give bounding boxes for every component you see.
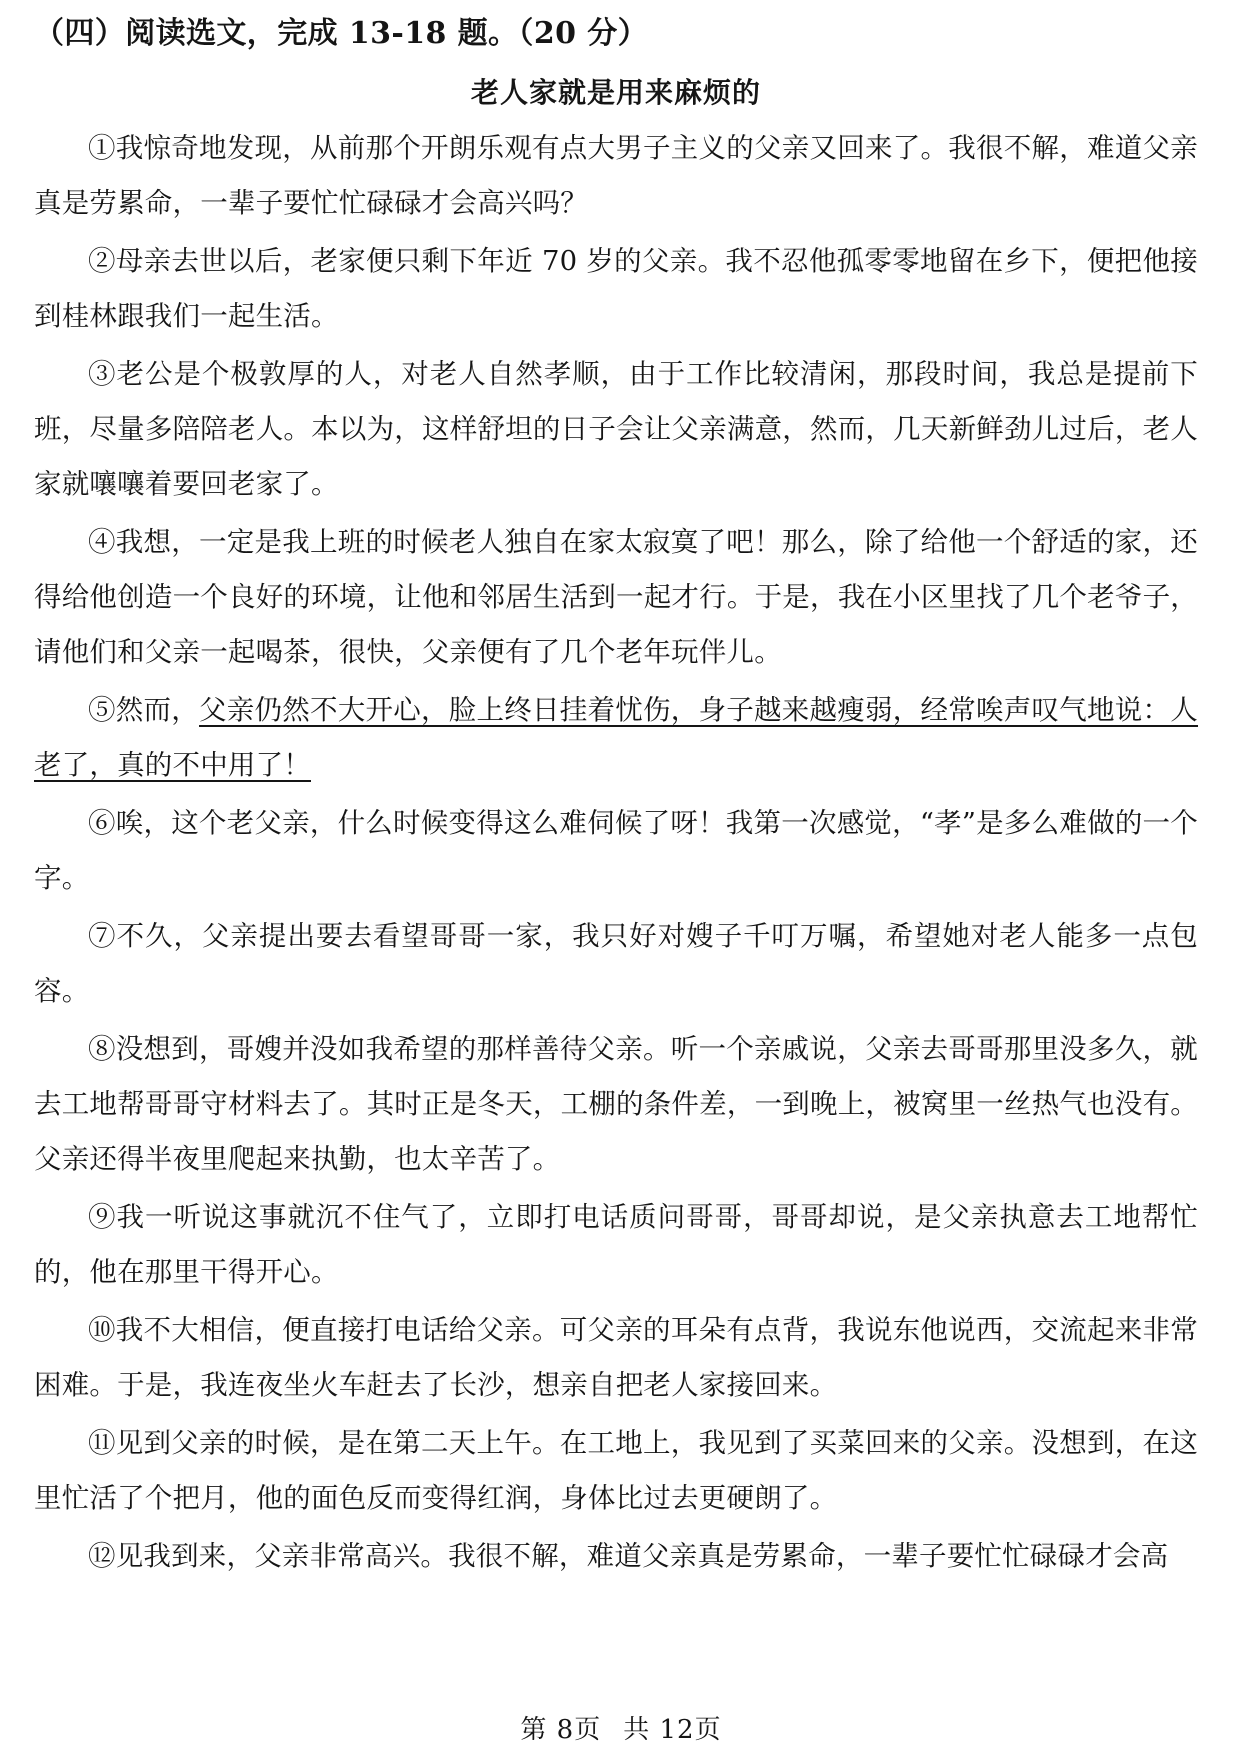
paragraph-marker-7: ⑦ xyxy=(88,919,117,952)
paragraph-10 xyxy=(34,1303,1198,1413)
paragraph-text-11: 见到父亲的时候，是在第二天上午。在工地上，我见到了买菜回来的父亲。没想到，在这里忙活了个把月，他的面色反而变得红润，身体比过去更硬朗了。 xyxy=(34,1426,1199,1514)
article-title: 老人家就是用来麻烦的 xyxy=(470,75,761,109)
paragraph-text-7: 不久，父亲提出要去看望哥哥一家，我只好对嫂子千叮万嘱，希望她对老人能多一点包容。 xyxy=(34,919,1198,1007)
paragraph-5-underlined-text: 父亲仍然不大开心，脸上终日挂着忧伤，身子越来越瘦弱，经常唉声叹气地说：人老了，真的不中用了！ xyxy=(34,693,1199,781)
paragraph-1 xyxy=(34,121,1198,231)
paragraph-text-4: 我想，一定是我上班的时候老人独自在家太寂寞了吧！那么，除了给他一个舒适的家，还得给他创造一个良好的环境，让他和邻居生活到一起才行。于是，我在小区里找了几个老爷子，请他们和父亲一起喝茶，很快，父亲便有了几个老年玩伴儿。 xyxy=(34,525,1199,668)
paragraph-4 xyxy=(34,515,1198,680)
paragraph-marker-2: ② xyxy=(88,244,116,277)
paragraph-marker-5: ⑤ xyxy=(88,693,116,726)
paragraph-11 xyxy=(34,1416,1198,1526)
page-footer xyxy=(0,1709,1242,1746)
paragraph-text-12: 见我到来，父亲非常高兴。我很不解，难道父亲真是劳累命，一辈子要忙忙碌碌才会高 xyxy=(115,1539,1169,1572)
paragraph-marker-6: ⑥ xyxy=(88,806,116,839)
paragraph-text-3: 老公是个极敦厚的人，对老人自然孝顺，由于工作比较清闲，那段时间，我总是提前下班，尽量多陪陪老人。本以为，这样舒坦的日子会让父亲满意，然而，几天新鲜劲儿过后，老人家就嚷嚷着要回老家了。 xyxy=(34,357,1198,500)
paragraph-text-10: 我不大相信，便直接打电话给父亲。可父亲的耳朵有点背，我说东他说西，交流起来非常困难。于是，我连夜坐火车赶去了长沙，想亲自把老人家接回来。 xyxy=(34,1313,1199,1401)
current-page-label: 第 8页 xyxy=(520,1715,602,1745)
passage-body xyxy=(34,121,1198,1584)
paragraph-text-9: 我一听说这事就沉不住气了，立即打电话质问哥哥，哥哥却说，是父亲执意去工地帮忙的，他在那里干得开心。 xyxy=(34,1200,1198,1288)
paragraph-9 xyxy=(34,1190,1198,1300)
paragraph-6 xyxy=(34,796,1198,906)
paragraph-text-6: 唉，这个老父亲，什么时候变得这么难伺候了呀！我第一次感觉，“孝”是多么难做的一个字。 xyxy=(34,806,1198,894)
paragraph-marker-9: ⑨ xyxy=(88,1200,117,1233)
total-pages-label: 共 12页 xyxy=(623,1715,722,1745)
paragraph-text-2: 母亲去世以后，老家便只剩下年近 70 岁的父亲。我不忍他孤零零地留在乡下，便把他接到桂林跟我们一起生活。 xyxy=(34,244,1198,332)
paragraph-12 xyxy=(34,1529,1198,1584)
paragraph-2 xyxy=(34,234,1198,344)
paragraph-8 xyxy=(34,1022,1198,1187)
section-heading: （四）阅读选文，完成 13-18 题。（20 分） xyxy=(34,16,649,51)
paragraph-marker-11: ⑪ xyxy=(88,1426,116,1459)
paragraph-marker-1: ① xyxy=(88,131,116,164)
paragraph-marker-8: ⑧ xyxy=(88,1032,116,1065)
paragraph-7 xyxy=(34,909,1198,1019)
paragraph-text-8: 没想到，哥嫂并没如我希望的那样善待父亲。听一个亲戚说，父亲去哥哥那里没多久，就去工地帮哥哥守材料去了。其时正是冬天，工棚的条件差，一到晚上，被窝里一丝热气也没有。父亲还得半夜里爬起来执勤，也太辛苦了。 xyxy=(34,1032,1199,1175)
paragraph-marker-10: ⑩ xyxy=(88,1313,116,1346)
paragraph-3 xyxy=(34,347,1198,512)
paragraph-marker-3: ③ xyxy=(88,357,117,390)
paragraph-5 xyxy=(34,683,1198,793)
paragraph-text-1: 我惊奇地发现，从前那个开朗乐观有点大男子主义的父亲又回来了。我很不解，难道父亲真是劳累命，一辈子要忙忙碌碌才会高兴吗？ xyxy=(34,131,1199,219)
paragraph-marker-4: ④ xyxy=(88,525,116,558)
paragraph-marker-12: ⑫ xyxy=(88,1539,116,1572)
paragraph-text-5-prefix: 然而， xyxy=(115,693,200,726)
